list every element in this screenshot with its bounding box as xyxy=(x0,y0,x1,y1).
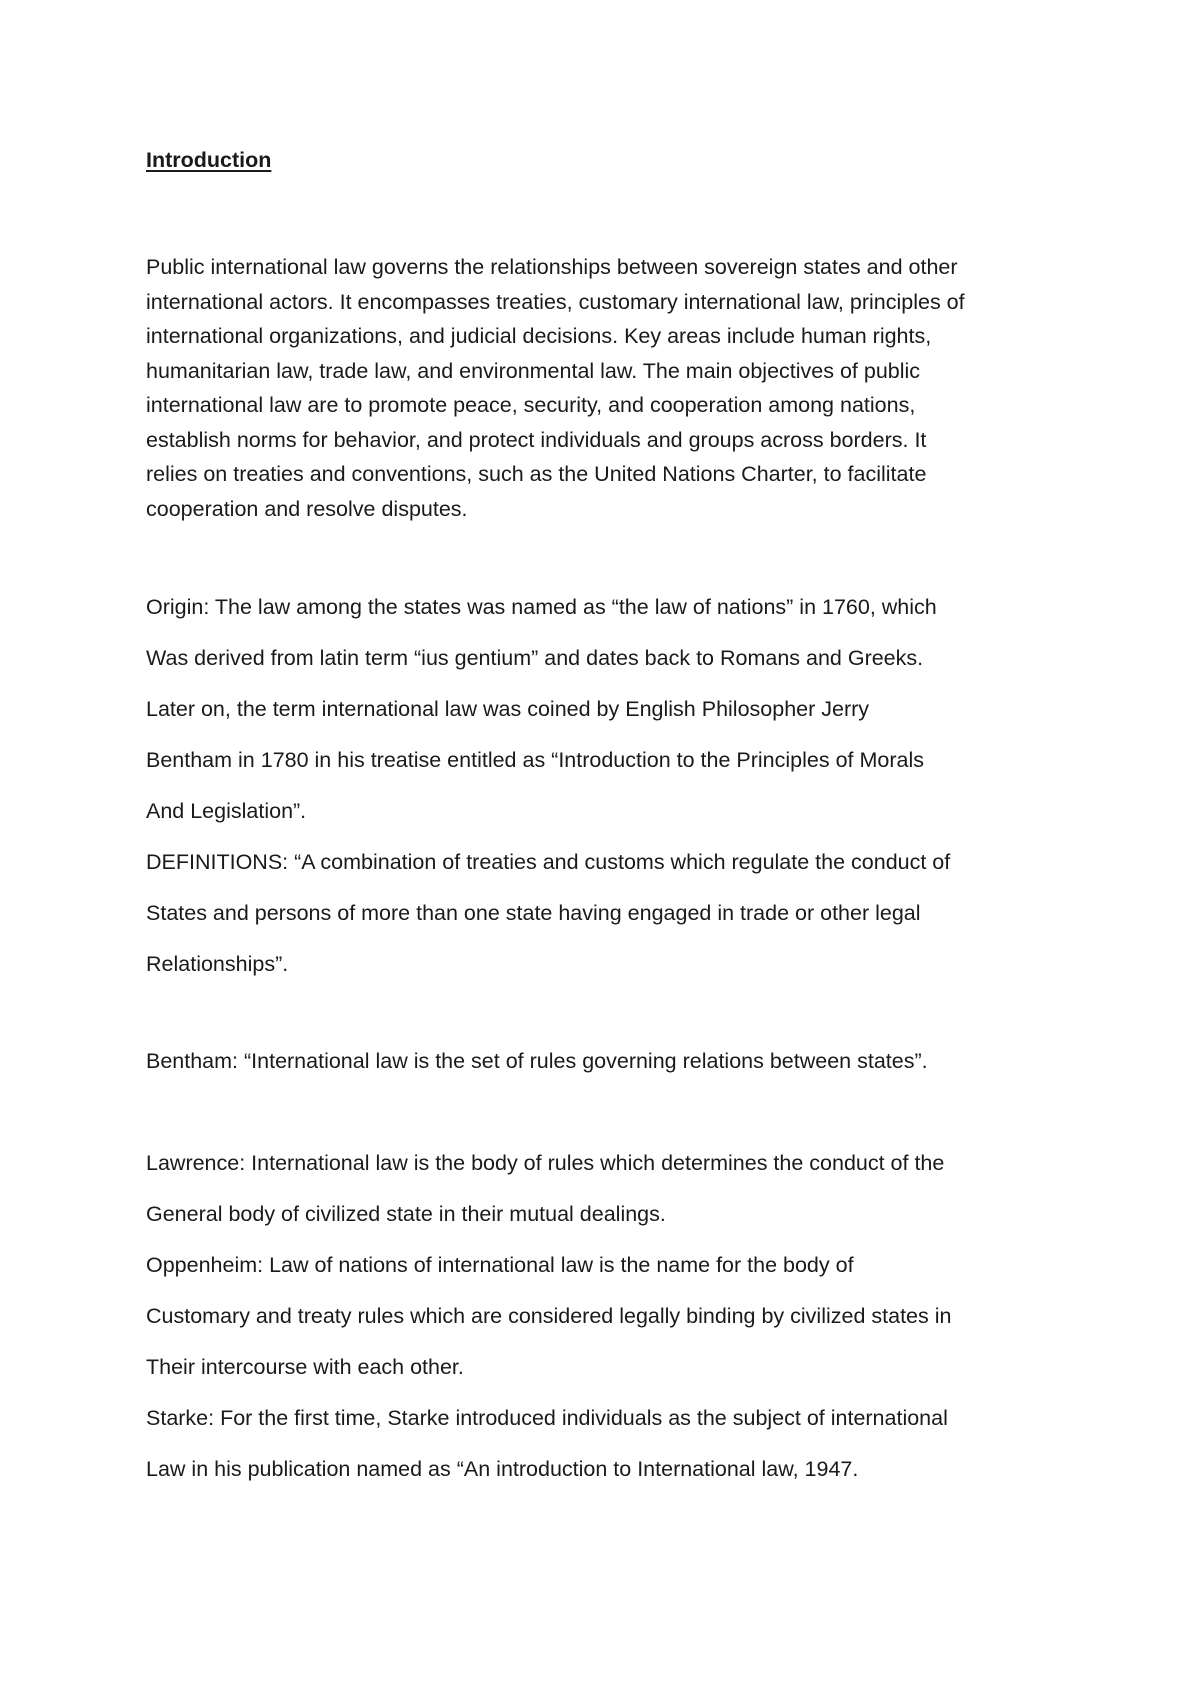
definitions-paragraph xyxy=(146,1138,1096,1495)
origin-line: Relationships”. xyxy=(146,952,289,976)
bentham-paragraph xyxy=(146,1036,1096,1087)
origin-line: Bentham in 1780 in his treatise entitled as “Introduction to the Principles of Morals xyxy=(146,748,924,772)
origin-line: States and persons of more than one state having engaged in trade or other legal xyxy=(146,901,921,925)
origin-line: Origin: The law among the states was named as “the law of nations” in 1760, which xyxy=(146,595,937,619)
origin-line: DEFINITIONS: “A combination of treaties and customs which regulate the conduct of xyxy=(146,850,951,874)
definition-line: Their intercourse with each other. xyxy=(146,1355,464,1379)
intro-line: humanitarian law, trade law, and environmental law. The main objectives of public xyxy=(146,358,921,383)
origin-line: Was derived from latin term “ius gentium” and dates back to Romans and Greeks. xyxy=(146,646,924,670)
definition-line: Lawrence: International law is the body of rules which determines the conduct of the xyxy=(146,1151,945,1175)
definition-line: General body of civilized state in their mutual dealings. xyxy=(146,1202,666,1226)
intro-line: international actors. It encompasses treaties, customary international law, principles of xyxy=(146,289,965,314)
origin-line: Later on, the term international law was coined by English Philosopher Jerry xyxy=(146,697,870,721)
bentham-line: Bentham: “International law is the set of rules governing relations between states”. xyxy=(146,1049,928,1073)
definition-line: Starke: For the first time, Starke introduced individuals as the subject of international xyxy=(146,1406,948,1430)
definition-line: Law in his publication named as “An introduction to International law, 1947. xyxy=(146,1457,859,1481)
section-heading: Introduction xyxy=(146,148,272,172)
intro-line: Public international law governs the relationships between sovereign states and other xyxy=(146,255,958,279)
intro-line: relies on treaties and conventions, such as the United Nations Charter, to facilitate xyxy=(146,462,927,486)
intro-line: international law are to promote peace, security, and cooperation among nations, xyxy=(146,393,916,417)
intro-line: cooperation and resolve disputes. xyxy=(146,496,468,521)
definition-line: Customary and treaty rules which are considered legally binding by civilized states in xyxy=(146,1304,952,1328)
intro-line: international organizations, and judicial decisions. Key areas include human rights, xyxy=(146,324,932,348)
intro-paragraph xyxy=(146,250,1096,526)
origin-line: And Legislation”. xyxy=(146,799,307,823)
origin-paragraph xyxy=(146,582,1096,990)
intro-line: establish norms for behavior, and protect individuals and groups across borders. It xyxy=(146,427,927,452)
definition-line: Oppenheim: Law of nations of international law is the name for the body of xyxy=(146,1253,854,1277)
